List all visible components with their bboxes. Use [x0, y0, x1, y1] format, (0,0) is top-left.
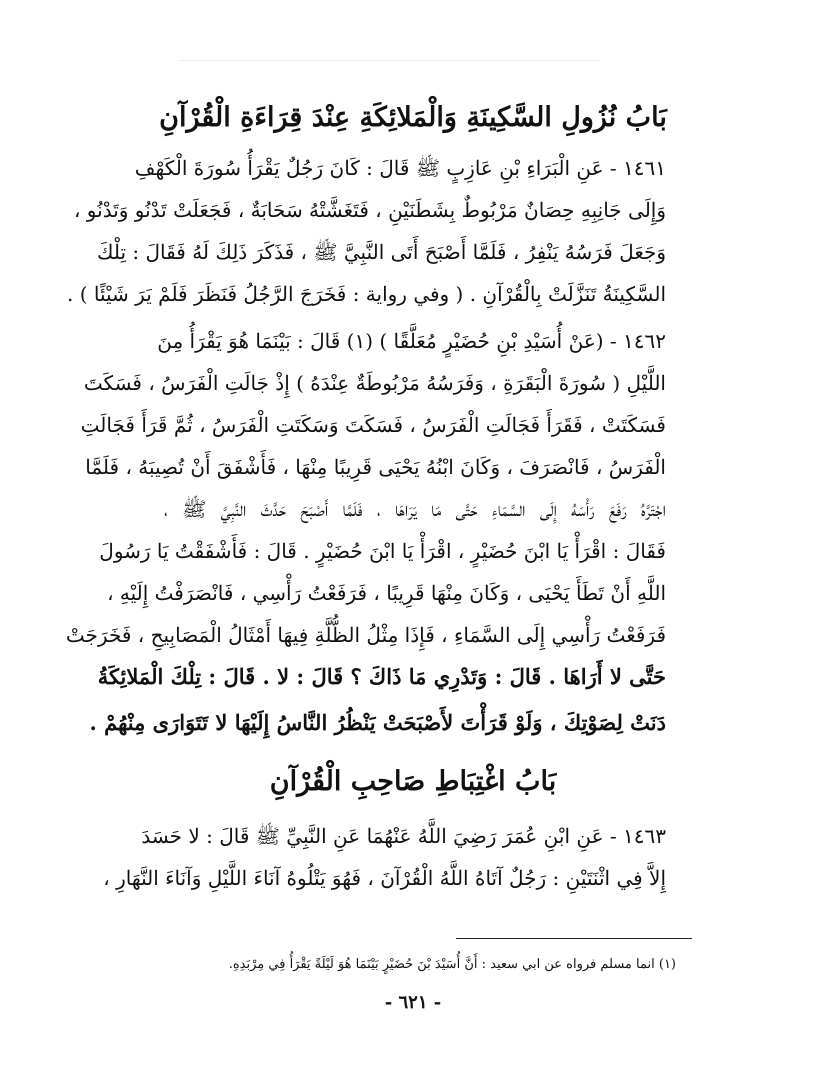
text-line: فَسَكَتَتْ ، فَقَرَأَ فَجَالَتِ الْفَرَسُ ، فَسَكَتَ وَسَكَتَتِ الْفَرَسُ ، ثُمَّ قَرَأَ فَجَالَتِ — [80, 413, 666, 437]
text-line: إِلاَّ فِي اثْنَتَيْنِ : رَجُلٌ آتَاهُ اللَّهُ الْقُرْآنَ ، فَهُوَ يَتْلُوهُ آنَاءَ اللَّيْلِ وَآنَاءَ النَّهَارِ ، — [103, 866, 666, 890]
text-line: اللَّيْلِ ( سُورَةَ الْبَقَرَةِ ، وَفَرَسُهُ مَرْبُوطَةٌ عِنْدَهُ ) إِذْ جَالَتِ الْفَرَسُ ، فَسَكَتَ — [83, 371, 666, 395]
text-line: السَّكِينَةُ تَنَزَّلَتْ بِالْقُرْآنِ . ( وفي رواية : فَخَرَجَ الرَّجُلُ فَنَظَرَ فَلَمْ يَرَ شَيْئًا ) . — [67, 282, 666, 306]
text-line: اللَّهِ أَنْ تَطَأَ يَحْيَى ، وَكَانَ مِنْهَا قَرِيبًا ، فَرَفَعْتُ رَأْسِي ، فَانْصَرَفْتُ إِلَيْهِ ، — [107, 581, 666, 605]
footnote: (١) انما مسلم فرواه عن ابي سعيد : أَنَّ أُسَيْدَ بْنَ حُضَيْرٍ بَيْنَمَا هُوَ لَيْلَةً يَقْرَأُ فِي مِرْبَدِهِ. — [228, 957, 676, 972]
text-line: فَقَالَ : اقْرَأْ يَا ابْنَ حُضَيْرٍ ، اقْرَأْ يَا ابْنَ حُضَيْرٍ . قَالَ : فَأَشْفَقْتُ يَا رَسُولَ — [99, 539, 666, 563]
footnote-divider — [456, 938, 692, 939]
text-line: اجْتَرَّهُ رَفَعَ رَأْسَهُ إِلَى السَّمَاءِ حَتَّى مَا يَرَاهَا ، فَلَمَّا أَصْبَحَ حَدَّثَ النَّبِيَّ ﷺ ، — [164, 497, 666, 521]
text-line: وَجَعَلَ فَرَسُهُ يَنْفِرُ ، فَلَمَّا أَصْبَحَ أَتَى النَّبِيَّ ﷺ ، فَذَكَرَ ذَلِكَ لَهُ فَقَالَ : تِلْكَ — [97, 240, 666, 264]
text-line: وَإِلَى جَانِبِهِ حِصَانٌ مَرْبُوطٌ بِشَطَنَيْنِ ، فَتَغَشَّتْهُ سَحَابَةٌ ، فَجَعَلَتْ تَدْنُو وَتَدْنُو ، — [73, 198, 666, 222]
text-line: ١٤٦٢ - (عَنْ أُسَيْدِ بْنِ حُضَيْرٍ مُعَلَّقًا ) (١) قَالَ : بَيْنَمَا هُوَ يَقْرَأُ مِنَ — [157, 329, 666, 353]
text-line: ١٤٦١ - عَنِ الْبَرَاءِ بْنِ عَازِبٍ ﷺ قَالَ : كَانَ رَجُلٌ يَقْرَأُ سُورَةَ الْكَهْفِ — [134, 156, 666, 180]
text-line: الْفَرَسُ ، فَانْصَرَفَ ، وَكَانَ ابْنُهُ يَحْيَى قَرِيبًا مِنْهَا ، فَأَشْفَقَ أَنْ تُصِيبَهُ ، فَلَمَّا — [85, 455, 666, 479]
chapter-heading-1: بَابُ نُزُولِ السَّكِينَةِ وَالْمَلائِكَةِ عِنْدَ قِرَاءَةِ الْقُرْآنِ — [159, 102, 667, 133]
text-line: ١٤٦٣ - عَنِ ابْنِ عُمَرَ رَضِيَ اللَّهُ عَنْهُمَا عَنِ النَّبِيِّ ﷺ قَالَ : لا حَسَدَ — [141, 824, 666, 848]
text-line: فَرَفَعْتُ رَأْسِي إِلَى السَّمَاءِ ، فَإِذَا مِثْلُ الظُّلَّةِ فِيهَا أَمْثَالُ الْمَصَابِيحِ ، فَخَرَجَتْ — [65, 623, 666, 647]
text-line: دَنَتْ لِصَوْتِكَ ، وَلَوْ قَرَأْتَ لأَصْبَحَتْ يَنْظُرُ النَّاسُ إِلَيْهَا لا تَتَوَارَى مِنْهُمْ . — [89, 710, 666, 735]
text-line: حَتَّى لا أَرَاهَا . قَالَ : وَتَدْرِي مَا ذَاكَ ؟ قَالَ : لا . قَالَ : تِلْكَ الْمَلائِكَةُ — [97, 664, 666, 689]
chapter-heading-2: بَابُ اغْتِبَاطِ صَاحِبِ الْقُرْآنِ — [269, 766, 557, 797]
page-number: - ٦٢١ - — [384, 992, 442, 1013]
scan-artifact — [180, 60, 600, 67]
